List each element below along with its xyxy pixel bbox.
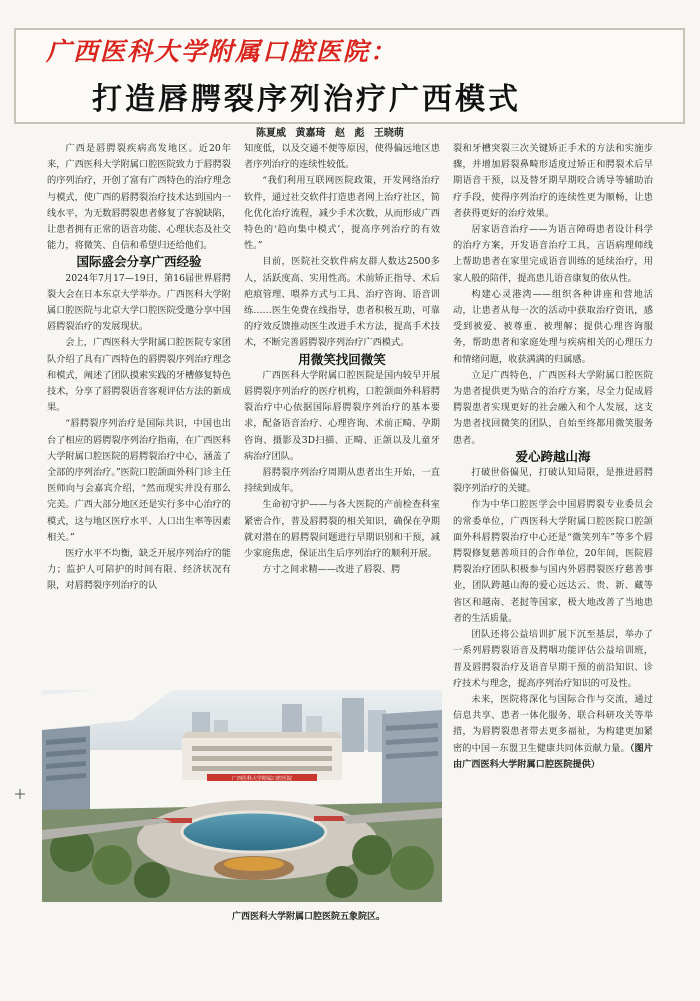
paragraph: 作为中华口腔医学会中国唇腭裂专业委员会的常委单位，广西医科大学附属口腔医院口腔颌面外科唇腭裂治疗中心还是“微笑列车”等多个唇腭裂修复慈善项目的合作单位，20年间，医院唇腭裂治疗团队积极参与国内外唇腭裂医疗慈善事业，团队跨越山海的爱心远达云、贵、新、藏等省区和越南、老挝等国家，极大地改善了当地患者的生活质量。 [453,499,653,624]
paragraph: 唇腭裂序列治疗周期从患者出生开始，一直持续到成年。 [244,467,440,495]
paragraph: 方寸之间求精——改进了唇裂、腭 [262,564,401,576]
column-2 [244,141,440,578]
paragraph: 广西是唇腭裂疾病高发地区。近20年来，广西医科大学附属口腔医院致力于唇腭裂的序列治疗，开创了富有广西特色的治疗理念与模式，使广西的唇腭裂治疗技术达到国内一线水平，为无数唇腭裂患者修复了容貌缺陷，让患者拥有正常的语音功能、心理状态及社交能力，将微笑、自信和希望归还给他们。 [47,143,231,252]
paragraph: 裂和牙槽突裂三次关键矫正手术的方法和实施步骤，并增加唇裂鼻畸形适度过矫正和腭裂术后早期语音干预，以及替牙期早期咬合诱导等辅助治疗手段，使得序列治疗的连续性更为顺畅，让患者获得更好的治疗效果。 [453,143,653,219]
paragraph: 知度低，以及交通不便等原因，使得偏远地区患者序列治疗的连续性较低。 [244,143,440,171]
paragraph: 医疗水平不均衡，缺乏开展序列治疗的能力；监护人可陪护的时间有限、经济状况有限，对唇腭裂序列治疗的认 [47,548,231,592]
paragraph: 居家语音治疗——为语言障碍患者设计科学的治疗方案，开发语音治疗工具，言语病理师线上帮助患者在家里完成语音训练的延续治疗，用家人般的陪伴，提高患儿语音康复的依从性。 [453,224,653,284]
paragraph [453,692,653,773]
paragraph: 立足广西特色，广西医科大学附属口腔医院为患者提供更为贴合的治疗方案，尽全力促成唇腭裂患者实现更好的社会融入和个人发展，这支为患者找回微笑的团队，自始至终都用微笑服务患者。 [453,369,653,446]
building-sign: 广西医科大学附属口腔医院 [231,776,293,782]
paragraph: 广西医科大学附属口腔医院是国内较早开展唇腭裂序列治疗的医疗机构，口腔颌面外科唇腭裂治疗中心依据国际唇腭裂序列治疗的基本要求，配备语音治疗、心理咨询、术前正畸、孕期咨询、摄影及3D扫描、正畸、正颌以及儿童牙病治疗团队。 [244,369,440,462]
paragraph: 团队还将公益培训扩展下沉至基层，举办了一系列唇腭裂语音及腭咽功能评估公益培训班，普及唇腭裂治疗及语音早期干预的前沿知识、诊疗技术与理念，提高序列治疗知识的可及性。 [453,629,653,689]
column-3 [453,141,653,773]
hospital-aerial-image [42,690,442,902]
article-authors: 陈夏威 黄嘉琦 赵 彪 王晓萌 [256,128,404,139]
photo-credit: （图片由广西医科大学附属口腔医院提供） [453,742,653,770]
photo-caption: 广西医科大学附属口腔医院五象院区。 [232,912,386,922]
paragraph: “我们利用互联网医院政策，开发网络治疗软件，通过社交软件打造患者网上治疗社区，简化优化治疗流程，减少手术次数，从而形成广西特色的‘趋向集中模式’，提高序列治疗的有效性。” [244,175,440,252]
subheading-smile: 用微笑找回微笑 [298,351,386,367]
paragraph: 构建心灵港湾——组织各种讲座和营地活动，让患者从每一次的活动中获取治疗资讯，感受到被爱、被尊重、被理解；提供心理咨询服务，帮助患者和家庭处理与疾病相关的心理压力和情绪问题，收获满满的归属感。 [453,288,653,365]
paragraph: 会上，广西医科大学附属口腔医院专家团队介绍了具有广西特色的唇腭裂序列治疗理念和模式，阐述了团队摸索实践的牙槽修复特色技术，分享了唇腭裂语音客观评估方法的新成果。 [47,337,231,414]
paragraph: 生命初守护——与各大医院的产前检查科室紧密合作，普及唇腭裂的相关知识，确保在孕期就对潜在的唇腭裂问题进行早期识别和干预，减少家庭焦虑，保证出生后序列治疗的顺利开展。 [244,499,440,560]
paragraph-text: 未来，医院将深化与国际合作与交流，通过信息共享、患者一体化服务、联合科研攻关等举措，为唇腭裂患者带去更多福祉，为构建更加紧密的中国－东盟卫生健康共同体贡献力量。 [453,693,653,754]
subheading-international: 国际盛会分享广西经验 [76,254,202,270]
paragraph: 打破世俗偏见，打破认知局限，是推进唇腭裂序列治疗的关键。 [453,467,653,495]
registration-mark-icon [14,788,26,800]
article-headline: 打造唇腭裂序列治疗广西模式 [92,82,521,117]
article-kicker: 广西医科大学附属口腔医院： [46,37,398,66]
paragraph: 2024年7月17—19日，第16届世界唇腭裂大会在日本东京大学举办。广西医科大学附属口腔医院与北京大学口腔医院受邀分享中国唇腭裂治疗的发展现状。 [47,272,231,333]
column-1 [47,141,231,595]
paragraph: “唇腭裂序列治疗是国际共识，中国也出台了相应的唇腭裂序列治疗指南，在广西医科大学附属口腔医院的唇腭裂治疗中心，涵盖了全部的序列治疗。”医院口腔颌面外科门诊主任医师向与会嘉宾介绍，“然而现实并没有那么完美。广西大部分地区还是实行多中心治疗的模式，这与地区医疗水平、人口出生率等因素相关。” [47,418,231,543]
subheading-love: 爱心跨越山海 [515,448,591,464]
paragraph: 目前，医院社交软件病友群人数达2500多人，活跃度高、实用性高。术前矫正指导、术后疤痕管理、喂养方式与工具、治疗咨询、语音训练……医生免费在线指导，患者积极互助，可靠的疗效反馈推动医生改进手术方法，提高手术技术，不断完善唇腭裂序列治疗广西模式。 [244,256,440,349]
hospital-campus-photo [42,690,442,902]
